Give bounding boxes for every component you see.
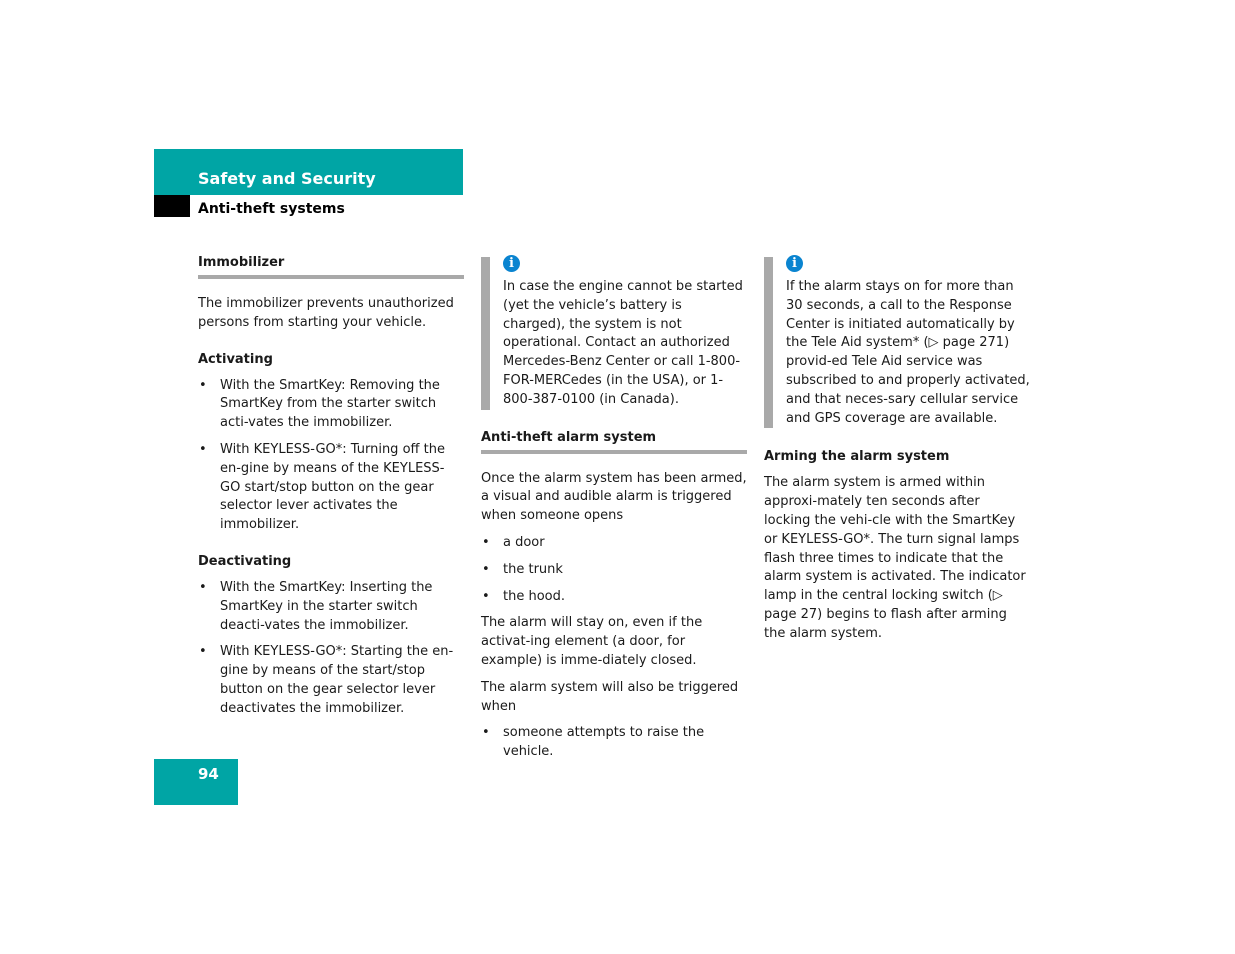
page-number-box bbox=[154, 759, 238, 805]
info-note bbox=[481, 255, 747, 410]
immobilizer-heading: Immobilizer bbox=[198, 255, 464, 279]
list-item: • the hood. bbox=[481, 588, 747, 607]
info-note-text: If the alarm stays on for more than 30 seconds, a call to the Response Center is initiated automatically by the Tele Aid system* (▷ page 271) provid-ed Tele Aid service was subscribed to and properly activated, and that neces-sary cellular service and GPS coverage are available. bbox=[786, 279, 1030, 426]
page-number: 94 bbox=[198, 765, 219, 783]
activating-list bbox=[198, 377, 464, 535]
activating-heading: Activating bbox=[198, 351, 273, 367]
opens-list bbox=[481, 534, 747, 606]
deactivating-heading: Deactivating bbox=[198, 553, 292, 569]
info-note-text: In case the engine cannot be started (yet the vehicle’s battery is charged), the system is not operational. Contact an authorized Mercedes-Benz Center or call 1-800-FOR-MERCedes (in the USA), or 1-800-387-0100 (in Canada). bbox=[503, 279, 743, 407]
info-icon: i bbox=[503, 255, 520, 272]
info-icon: i bbox=[786, 255, 803, 272]
column-immobilizer bbox=[198, 255, 464, 727]
list-item: • the trunk bbox=[481, 561, 747, 580]
info-note bbox=[764, 255, 1030, 428]
list-item: • With the SmartKey: Removing the SmartKey from the starter switch acti-vates the immobilizer. bbox=[198, 377, 464, 433]
section-title: Safety and Security bbox=[198, 169, 376, 188]
deactivating-list bbox=[198, 579, 464, 719]
alarm-intro: Once the alarm system has been armed, a visual and audible alarm is triggered when someone opens bbox=[481, 470, 747, 524]
alarm-system-heading: Anti-theft alarm system bbox=[481, 430, 747, 454]
list-item: • someone attempts to raise the vehicle. bbox=[481, 724, 747, 762]
also-list bbox=[481, 724, 747, 762]
arming-heading: Arming the alarm system bbox=[764, 449, 950, 465]
list-item: • With KEYLESS-GO*: Turning off the en-gine by means of the KEYLESS-GO start/stop button on the gear selector lever activates the immobilizer. bbox=[198, 441, 464, 535]
alarm-stay-on-text: The alarm will stay on, even if the activat-ing element (a door, for example) is imme-diately closed. bbox=[481, 615, 703, 668]
immobilizer-intro: The immobilizer prevents unauthorized persons from starting your vehicle. bbox=[198, 296, 454, 330]
column-arming bbox=[764, 255, 1030, 652]
list-item: • With the SmartKey: Inserting the SmartKey in the starter switch deacti-vates the immobilizer. bbox=[198, 579, 464, 635]
arming-text: The alarm system is armed within approxi-mately ten seconds after locking the vehi-cle with the SmartKey or KEYLESS-GO*. The turn signal lamps flash three times to indicate that the alarm system is activated. The indicator lamp in the central locking switch (▷ page 27) begins to flash after arming the alarm system. bbox=[764, 475, 1026, 641]
list-item: • With KEYLESS-GO*: Starting the en-gine by means of the start/stop button on the gear selector lever deactivates the immobilizer. bbox=[198, 643, 464, 718]
column-alarm-system bbox=[481, 255, 747, 770]
subsection-title: Anti-theft systems bbox=[198, 201, 345, 217]
subsection-marker bbox=[154, 195, 190, 217]
list-item: • a door bbox=[481, 534, 747, 553]
alarm-also-triggered-text: The alarm system will also be triggered when bbox=[481, 679, 739, 714]
